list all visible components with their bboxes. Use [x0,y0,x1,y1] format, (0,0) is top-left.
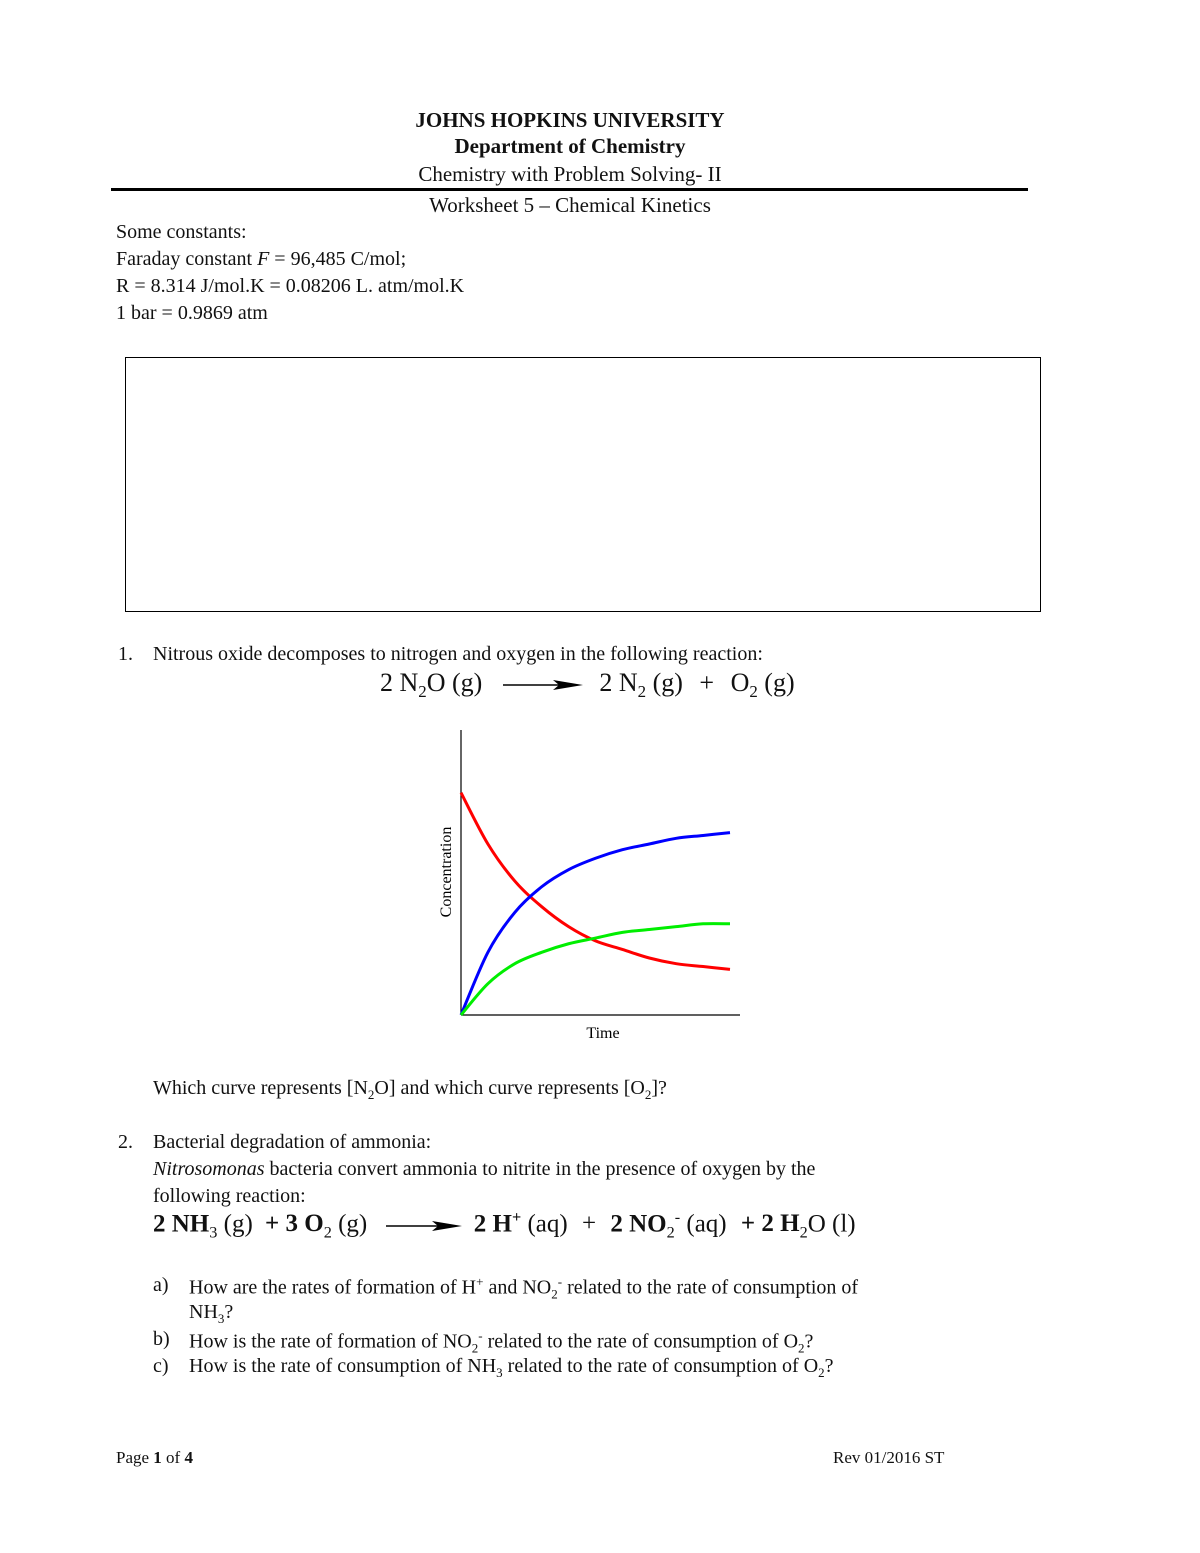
part-a-sub: 2 [551,1286,558,1302]
page-number [116,1448,193,1468]
part-c-1: How is the rate of consumption of NH [189,1355,497,1377]
eq2-plus: + [581,1210,597,1238]
page-total: 4 [184,1448,193,1467]
part-b-1: How is the rate of formation of NO [189,1330,472,1353]
eq2-t2-rest: (g) [331,1210,368,1238]
eq1-rhs2-rest: (g) [757,668,795,697]
q2-part-c-label: c) [153,1355,169,1377]
q1-text: Nitrous oxide decomposes to nitrogen and oxygen in the following reaction: [153,643,763,665]
part-a-3: related to the rate of consumption of [562,1276,859,1299]
page-prefix: Page [116,1448,154,1467]
q2-part-a-line2 [189,1301,233,1327]
faraday-value: = 96,485 C/mol; [269,248,407,270]
q2-line1: Bacterial degradation of ammonia: [153,1131,432,1153]
q2-part-b [189,1328,813,1357]
series-line-3 [461,924,730,1015]
faraday-prefix: Faraday constant [116,248,258,270]
part-c-3: ? [824,1355,834,1377]
eq2-p3-sub: 2 [799,1223,808,1242]
eq2-p3-rest: O (l) [807,1210,856,1238]
course-title: Chemistry with Problem Solving- II [418,162,722,186]
part-a-2: and NO [483,1276,552,1299]
eq1-rhs1-rest: (g) [646,668,683,697]
eq1-rhs1-sub: 2 [637,682,647,702]
eq1-rhs2-sub: 2 [749,682,758,702]
part-a-4: NH [189,1301,218,1323]
series-line-1 [461,793,730,970]
gas-constant: R = 8.314 J/mol.K = 0.08206 L. atm/mol.K [116,275,465,297]
part-b-sub: 2 [471,1340,479,1356]
q2-organism: Nitrosomonas [153,1158,265,1180]
bar-conversion: 1 bar = 0.9869 atm [116,302,268,324]
q2-part-a-label: a) [153,1274,169,1296]
part-c-sub2: 2 [818,1365,825,1380]
q2-part-c [189,1355,834,1381]
q2-equation [153,1208,856,1242]
eq2-p1-rest: (aq) [521,1210,568,1238]
y-axis-label: Concentration [438,826,455,918]
eq2-p3: + 2 H [740,1210,800,1238]
x-axis-label: Time [586,1025,620,1042]
eq2-p2: 2 NO [610,1210,667,1238]
q2-number: 2. [118,1131,133,1153]
eq2-t1-rest: (g) [217,1210,253,1238]
part-c-2: related to the rate of consumption of O [502,1355,819,1377]
eq1-lhs-sub: 2 [418,682,427,702]
eq1-lhs: 2 N [380,668,419,697]
eq2-p2-sub: 2 [666,1223,675,1242]
part-a-sup: + [476,1274,484,1289]
eq1-plus: + [699,668,715,697]
q1-question-b: O] and which curve represents [O [374,1077,645,1099]
part-b-3: ? [804,1330,814,1353]
q1-equation [380,668,795,702]
part-b-sup: - [478,1328,483,1343]
q1-question-sub1: 2 [367,1087,375,1102]
part-c-sub: 3 [496,1365,503,1380]
university-title: JOHNS HOPKINS UNIVERSITY [415,108,725,132]
page-current: 1 [153,1448,162,1467]
q2-line2-rest: bacteria convert ammonia to nitrite in the presence of oxygen by the [264,1158,816,1180]
eq1-rhs1: 2 N [599,668,638,697]
reaction-arrow-icon [503,678,583,692]
q2-line3: following reaction: [153,1185,306,1207]
q1-question-sub2: 2 [644,1087,652,1102]
worksheet-title: Worksheet 5 – Chemical Kinetics [429,193,711,217]
eq2-p1-sup: + [511,1208,522,1226]
part-b-2: related to the rate of consumption of O [482,1330,799,1353]
revision-label: Rev 01/2016 ST [833,1448,945,1467]
q1-question-a: Which curve represents [N [153,1077,368,1099]
q1-question-c: ]? [651,1077,667,1099]
eq2-p2-rest: (aq) [680,1210,727,1238]
eq2-t2-sub: 2 [323,1223,332,1242]
part-b-sub2: 2 [798,1340,805,1356]
eq2-p1: 2 H [473,1210,512,1238]
q1-question [153,1077,667,1103]
eq1-lhs-rest: O (g) [426,668,483,697]
eq2-t2: + 3 O [265,1210,324,1238]
eq1-rhs2: O [730,668,750,697]
answer-box [125,357,1041,612]
part-a-4-rest: ? [224,1301,234,1323]
eq2-t1: 2 NH [153,1210,210,1238]
concentration-time-chart [420,720,760,1050]
part-a-sup2: - [557,1274,563,1289]
page-of: of [161,1448,185,1467]
reaction-arrow-icon [386,1219,462,1233]
q2-part-a [189,1274,858,1303]
department-title: Department of Chemistry [454,134,686,158]
q2-part-b-label: b) [153,1328,170,1350]
faraday-symbol: F [257,248,270,270]
part-a-4-sub: 3 [217,1311,225,1326]
eq2-t1-sub: 3 [209,1223,218,1242]
part-a-1: How are the rates of formation of H [189,1276,477,1299]
eq2-p2-sup: - [674,1208,681,1226]
q2-line2 [153,1158,815,1181]
constants-heading: Some constants: [116,221,247,243]
faraday-constant [116,248,406,271]
q1-number: 1. [118,643,133,665]
header-rule [111,188,1028,191]
